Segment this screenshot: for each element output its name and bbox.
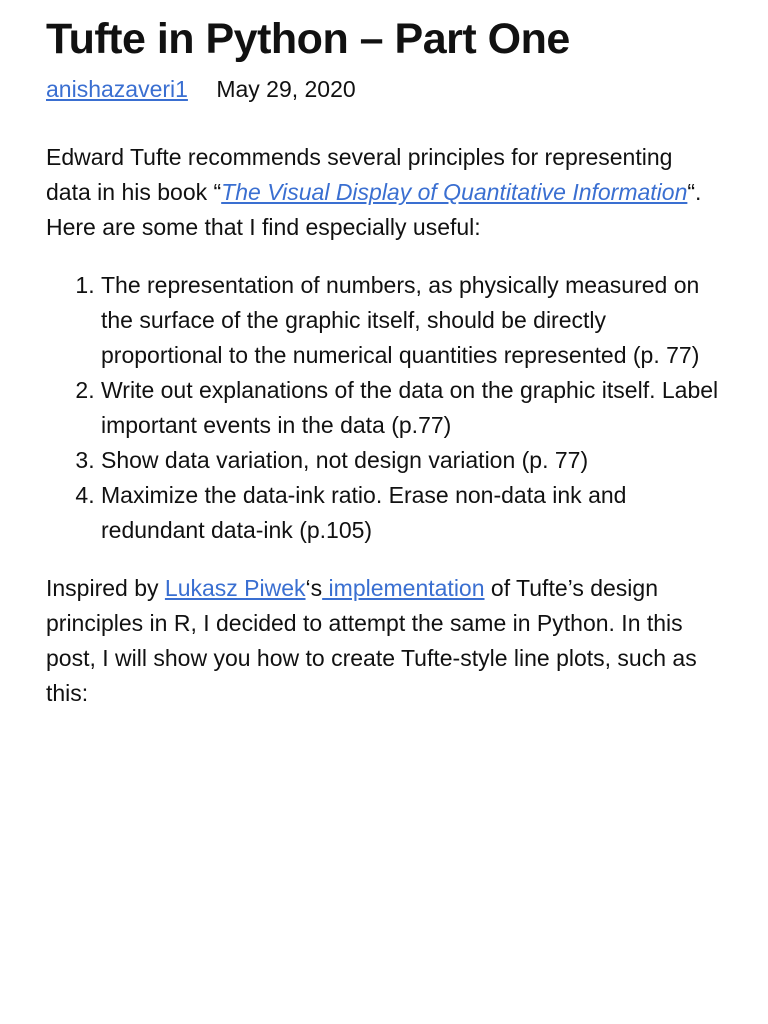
piwek-link[interactable]: Lukasz Piwek (164, 575, 306, 601)
book-link[interactable] (221, 179, 687, 205)
list-item: 4. Maximize the data-ink ratio. Erase non-data ink and redundant data-ink (p.105) (101, 478, 722, 548)
inspired-prefix: Inspired by (46, 575, 165, 601)
intro-text-before: Edward Tufte recommends several principles for representing data in his book “ (46, 144, 673, 205)
principles-list (46, 268, 722, 548)
list-item: 2. Write out explanations of the data on the graphic itself. Label important events in the data (p.77) (101, 373, 722, 443)
implementation-link[interactable]: implementation (322, 575, 485, 601)
intro-text-after: “. Here are some that I find especially useful: (46, 179, 702, 240)
inspired-suffix: of Tufte’s design principles in R, I decided to attempt the same in Python. In this post, I will show you how to create Tufte-style line plots, such as this: (46, 575, 697, 706)
post-meta (46, 74, 722, 104)
list-item: 1. The representation of numbers, as physically measured on the surface of the graphic itself, should be directly proportional to the numerical quantities represented (p. 77) (101, 268, 722, 373)
post-date: May 29, 2020 (216, 76, 356, 102)
inspired-possessive: ‘s (305, 575, 323, 601)
list-item: 3. Show data variation, not design variation (p. 77) (101, 443, 722, 478)
book-link-text: The Visual Display of Quantitative Information (221, 179, 688, 205)
intro-paragraph (46, 140, 722, 245)
inspired-paragraph (46, 571, 722, 711)
author-link[interactable]: anishazaveri1 (46, 76, 188, 102)
post-title: Tufte in Python – Part One (46, 15, 570, 63)
